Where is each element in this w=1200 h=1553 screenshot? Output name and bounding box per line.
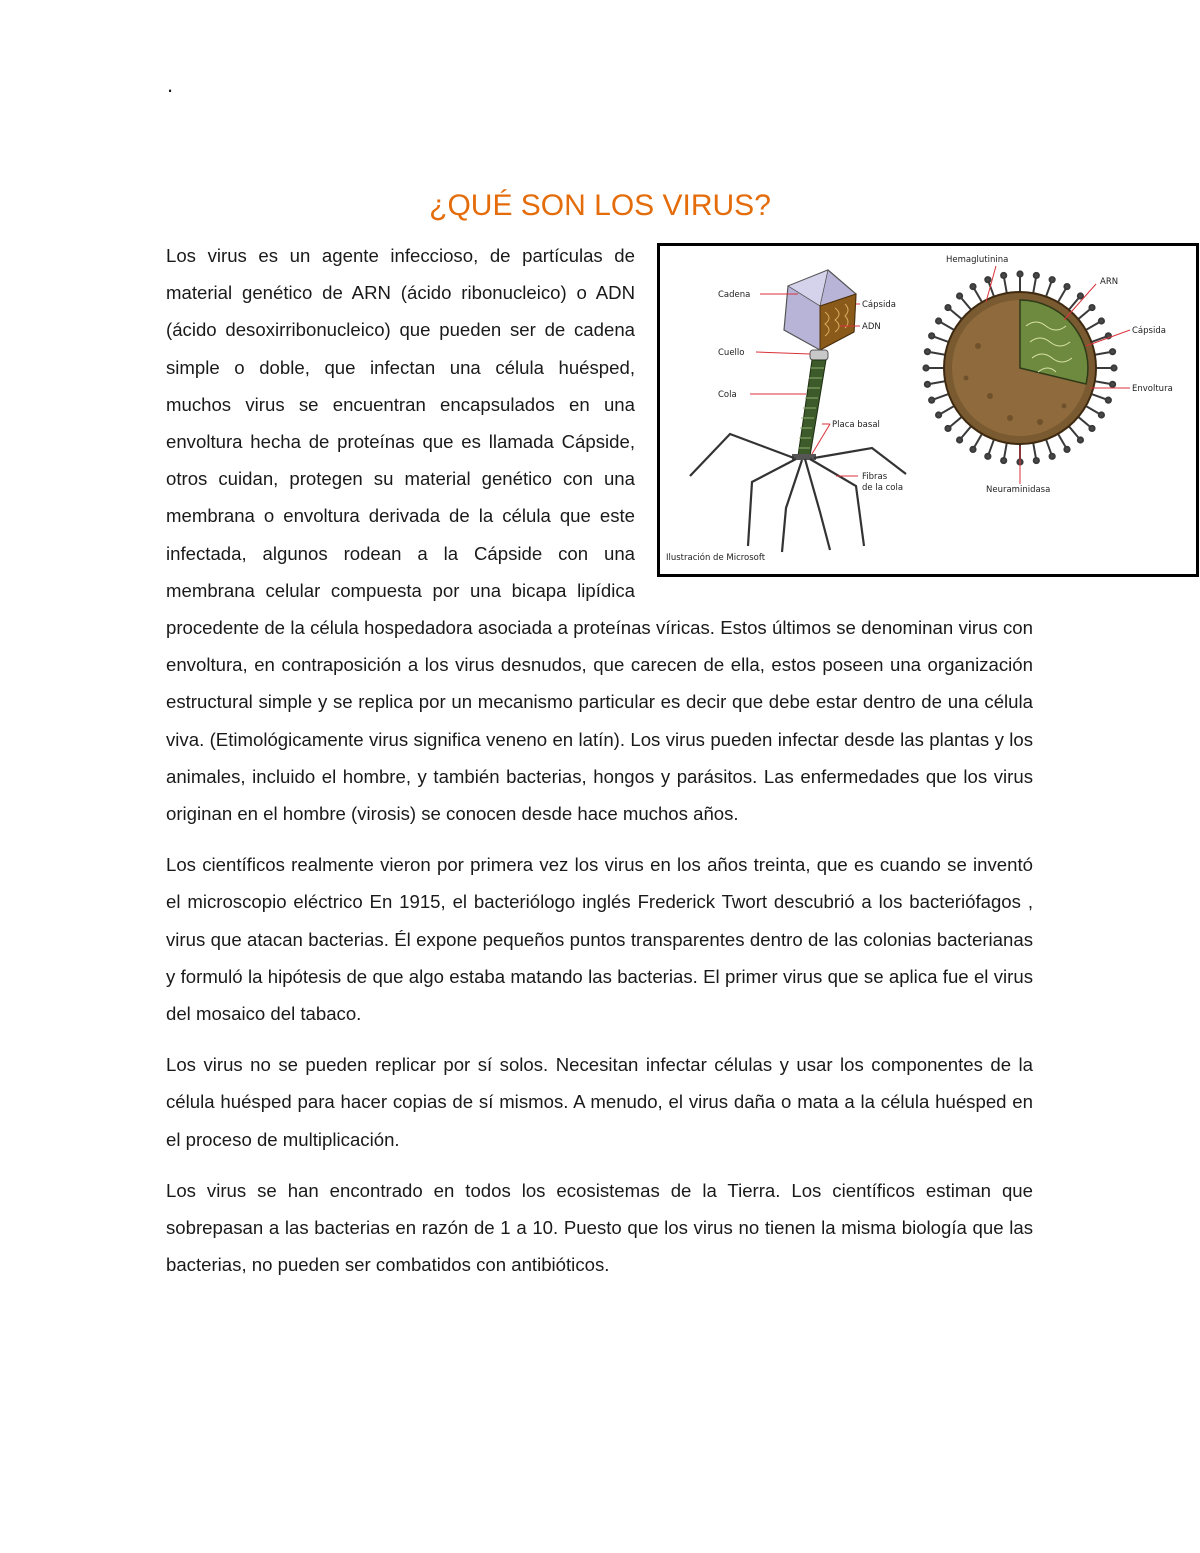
label-cuello: Cuello <box>718 348 745 358</box>
label-neuraminidasa: Neuraminidasa <box>986 485 1051 495</box>
label-hemaglutinina: Hemaglutinina <box>946 255 1009 265</box>
virion-spike-tip <box>936 318 941 323</box>
virion-spike-tip <box>929 398 934 403</box>
virion-spike-tip <box>970 284 975 289</box>
virion-spike-tip <box>985 454 990 459</box>
virion-spike-tip <box>1017 271 1022 276</box>
body-text <box>166 237 1173 1297</box>
virion-spike-tip <box>1001 273 1006 278</box>
virion-spike-tip <box>1050 277 1055 282</box>
virion-spike-tip <box>936 412 941 417</box>
label-capsida-phage: Cápsida <box>862 300 896 310</box>
virion-spike-tip <box>925 382 930 387</box>
virus-diagram <box>660 246 1196 574</box>
virion-spike-tip <box>1111 365 1116 370</box>
label-fibras: Fibras <box>862 472 888 482</box>
virion-spike-tip <box>1034 458 1039 463</box>
label-arn: ARN <box>1100 277 1119 287</box>
virion-spike-tip <box>1078 437 1083 442</box>
label-cadena: Cadena <box>718 290 751 300</box>
leading-marker: . <box>167 72 174 97</box>
label-placa-basal: Placa basal <box>832 420 880 430</box>
virion-spike-tip <box>945 305 950 310</box>
virion-spike-tip <box>1078 293 1083 298</box>
label-fibras-2: de la cola <box>862 483 904 493</box>
virion-spike-tip <box>1089 305 1094 310</box>
label-adn: ADN <box>862 322 881 332</box>
virion-spike-tip <box>925 349 930 354</box>
virion-spike-tip <box>1001 458 1006 463</box>
virion-spike-tip <box>1064 447 1069 452</box>
virion-spike-tip <box>1106 398 1111 403</box>
virion-spike-tip <box>985 277 990 282</box>
virion-spike-tip <box>1064 284 1069 289</box>
paragraph-3: Los virus no se pueden replicar por sí solos. Necesitan infectar células y usar los componentes de la célula huésped para hacer copias de sí mismos. A menudo, el virus daña o mata a la célula huésped en el proceso de multiplicación. <box>166 1054 1033 1150</box>
bacteriophage-drawing <box>690 270 906 552</box>
page-title: ¿QUÉ SON LOS VIRUS? <box>429 189 771 222</box>
paragraph-2: Los científicos realmente vieron por primera vez los virus en los años treinta, que es cuando se inventó el microscopio eléctrico En 1915, el bacteriólogo inglés Frederick Twort descubrió a los bacteriófagos , virus que atacan bacterias. Él expone pequeños puntos transparentes dentro de las colonias bacterianas y formuló la hipótesis de que algo estaba matando las bacterias. El primer virus que se aplica fue el virus del mosaico del tabaco. <box>166 854 1033 1025</box>
virion-spike-tip <box>1110 382 1115 387</box>
virion-spike-tip <box>1050 454 1055 459</box>
virion-spike-tip <box>1099 412 1104 417</box>
virion-spike-tip <box>1099 318 1104 323</box>
influenza-drawing <box>923 255 1172 495</box>
virion-spike-tip <box>923 365 928 370</box>
virion-spike-tip <box>970 447 975 452</box>
virion-spike-tip <box>945 426 950 431</box>
virus-illustration <box>657 243 1199 577</box>
illustration-credit: Ilustración de Microsoft <box>666 553 766 563</box>
label-envoltura: Envoltura <box>1132 384 1173 394</box>
virion-spike-tip <box>957 293 962 298</box>
virion-spike-tip <box>1110 349 1115 354</box>
virion-spike-tip <box>957 437 962 442</box>
virion-spike-tip <box>1089 426 1094 431</box>
paragraph-4: Los virus se han encontrado en todos los ecosistemas de la Tierra. Los científicos estiman que sobrepasan a las bacterias en razón de 1 a 10. Puesto que los virus no tienen la misma biología que las bacterias, no pueden ser combatidos con antibióticos. <box>166 1179 1033 1276</box>
paragraph-1: Los virus es un agente infeccioso, de partículas de material genético de ARN (ácido ribonucleico) o ADN (ácido desoxirribonucleico) que pueden ser de cadena simple o doble, que infectan una célula huésped, muchos virus se encuentran encapsulados en una envoltura hecha de proteínas que es llamada Cápside, otros cuidan, protegen su material genético con una membrana o envoltura derivada de la célula que este infectada, algunos rodean a la Cápside con una membrana celular compuesta por una bicapa lipídica procedente de la célula hospedadora asociada a proteínas víricas. Estos últimos se denominan virus con envoltura, en contraposición a los virus desnudos, que carecen de ella, estos poseen una organización estructural simple y se replica por un mecanismo particular es decir que debe estar dentro de una célula viva. (Etimológicamente virus significa veneno en latín). Los virus pueden infectar desde las plantas y los animales, incluido el hombre, y también bacterias, hongos y parásitos. Las enfermedades que los virus originan en el hombre (virosis) se conocen desde hace muchos años. <box>166 245 1033 825</box>
label-cola: Cola <box>718 390 737 400</box>
virion-spike-tip <box>1034 273 1039 278</box>
label-capsida-influenza: Cápsida <box>1132 326 1166 336</box>
virion-spike-tip <box>929 333 934 338</box>
